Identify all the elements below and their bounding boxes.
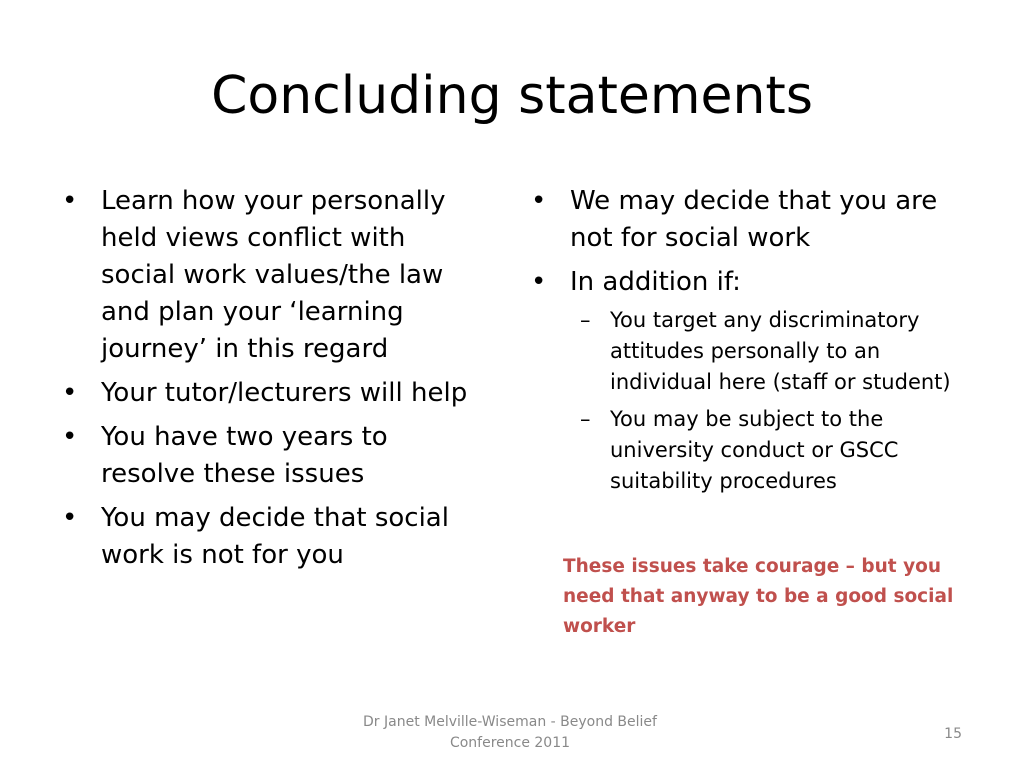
- bullet-icon: •: [531, 267, 547, 297]
- bullet-item: [531, 264, 971, 497]
- bullet-icon: •: [531, 186, 547, 216]
- bullet-icon: •: [62, 186, 78, 216]
- bullet-text: You have two years to resolve these issues: [101, 422, 388, 489]
- bullet-icon: •: [62, 503, 78, 533]
- bullet-text: We may decide that you are not for social work: [570, 186, 938, 253]
- bullet-item: [62, 375, 482, 412]
- slide-number: 15: [944, 726, 962, 742]
- bullet-item: [531, 183, 971, 257]
- dash-icon: –: [580, 308, 591, 332]
- bullet-icon: •: [62, 378, 78, 408]
- sub-bullet-item: [570, 305, 971, 398]
- left-bullet-list: [62, 183, 482, 581]
- slide-footer: [340, 712, 680, 754]
- bullet-item: [62, 500, 482, 574]
- bullet-item: [62, 419, 482, 493]
- sub-bullet-list: [570, 305, 971, 497]
- bullet-text: You may decide that social work is not for you: [101, 503, 449, 570]
- bullet-icon: •: [62, 422, 78, 452]
- bullet-text: In addition if:: [570, 267, 741, 297]
- footer-line: Conference 2011: [449, 735, 571, 751]
- bullet-text: Learn how your personally held views conflict with social work values/the law and plan your ‘learning journey’ in this regard: [101, 186, 446, 364]
- right-bullet-list: [531, 183, 971, 504]
- dash-icon: –: [580, 407, 591, 431]
- slide-title: Concluding statements: [211, 66, 813, 126]
- sub-bullet-text: You target any discriminatory attitudes personally to an individual here (staff or student): [610, 308, 951, 394]
- sub-bullet-text: You may be subject to the university conduct or GSCC suitability procedures: [610, 407, 899, 493]
- footer-line: Dr Janet Melville-Wiseman - Beyond Belief: [363, 714, 657, 730]
- bullet-text: Your tutor/lecturers will help: [101, 378, 468, 408]
- sub-bullet-item: [570, 404, 971, 497]
- callout-text: These issues take courage – but you need that anyway to be a good social worker: [563, 556, 954, 637]
- bullet-item: [62, 183, 482, 368]
